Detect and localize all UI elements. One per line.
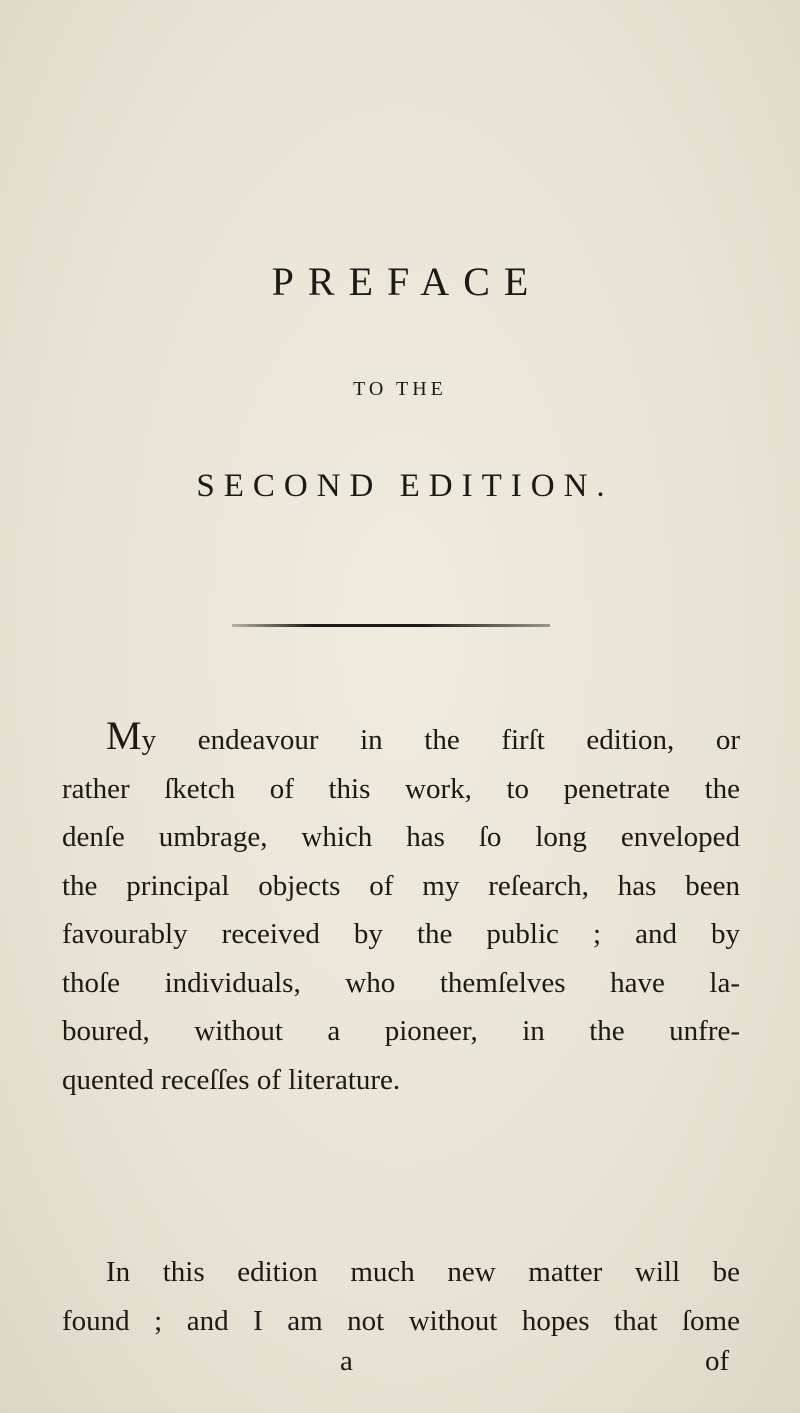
text-line: rather ſketch of this work, to penetrate the (62, 772, 740, 805)
paragraph-1 (62, 713, 740, 1104)
line-text: y endeavour in the firſt edition, or (141, 724, 740, 756)
text-line: In this edition much new matter will be (106, 1256, 740, 1288)
text-line (62, 713, 740, 765)
signature-mark: a (340, 1345, 353, 1377)
text-line: thoſe individuals, who themſelves have la- (62, 966, 740, 999)
text-line: denſe umbrage, which has ſo long enveloped (62, 821, 740, 853)
text-line: the principal objects of my reſearch, has been (62, 869, 740, 902)
page-title: PREFACE (271, 259, 543, 304)
subtitle-edition: SECOND EDITION. (196, 468, 614, 504)
drop-cap: M (106, 713, 142, 758)
paragraph-2 (62, 1248, 740, 1345)
text-line: quented receſſes of literature. (62, 1063, 401, 1096)
catchword: of (705, 1345, 730, 1377)
subtitle-to-the: TO THE (353, 378, 447, 400)
text-line: found ; and I am not without hopes that ſome (62, 1304, 740, 1337)
text-line: favourably received by the public ; and by (62, 918, 740, 950)
text-line: boured, without a pioneer, in the unfre- (62, 1015, 740, 1047)
ornamental-rule (232, 624, 550, 627)
